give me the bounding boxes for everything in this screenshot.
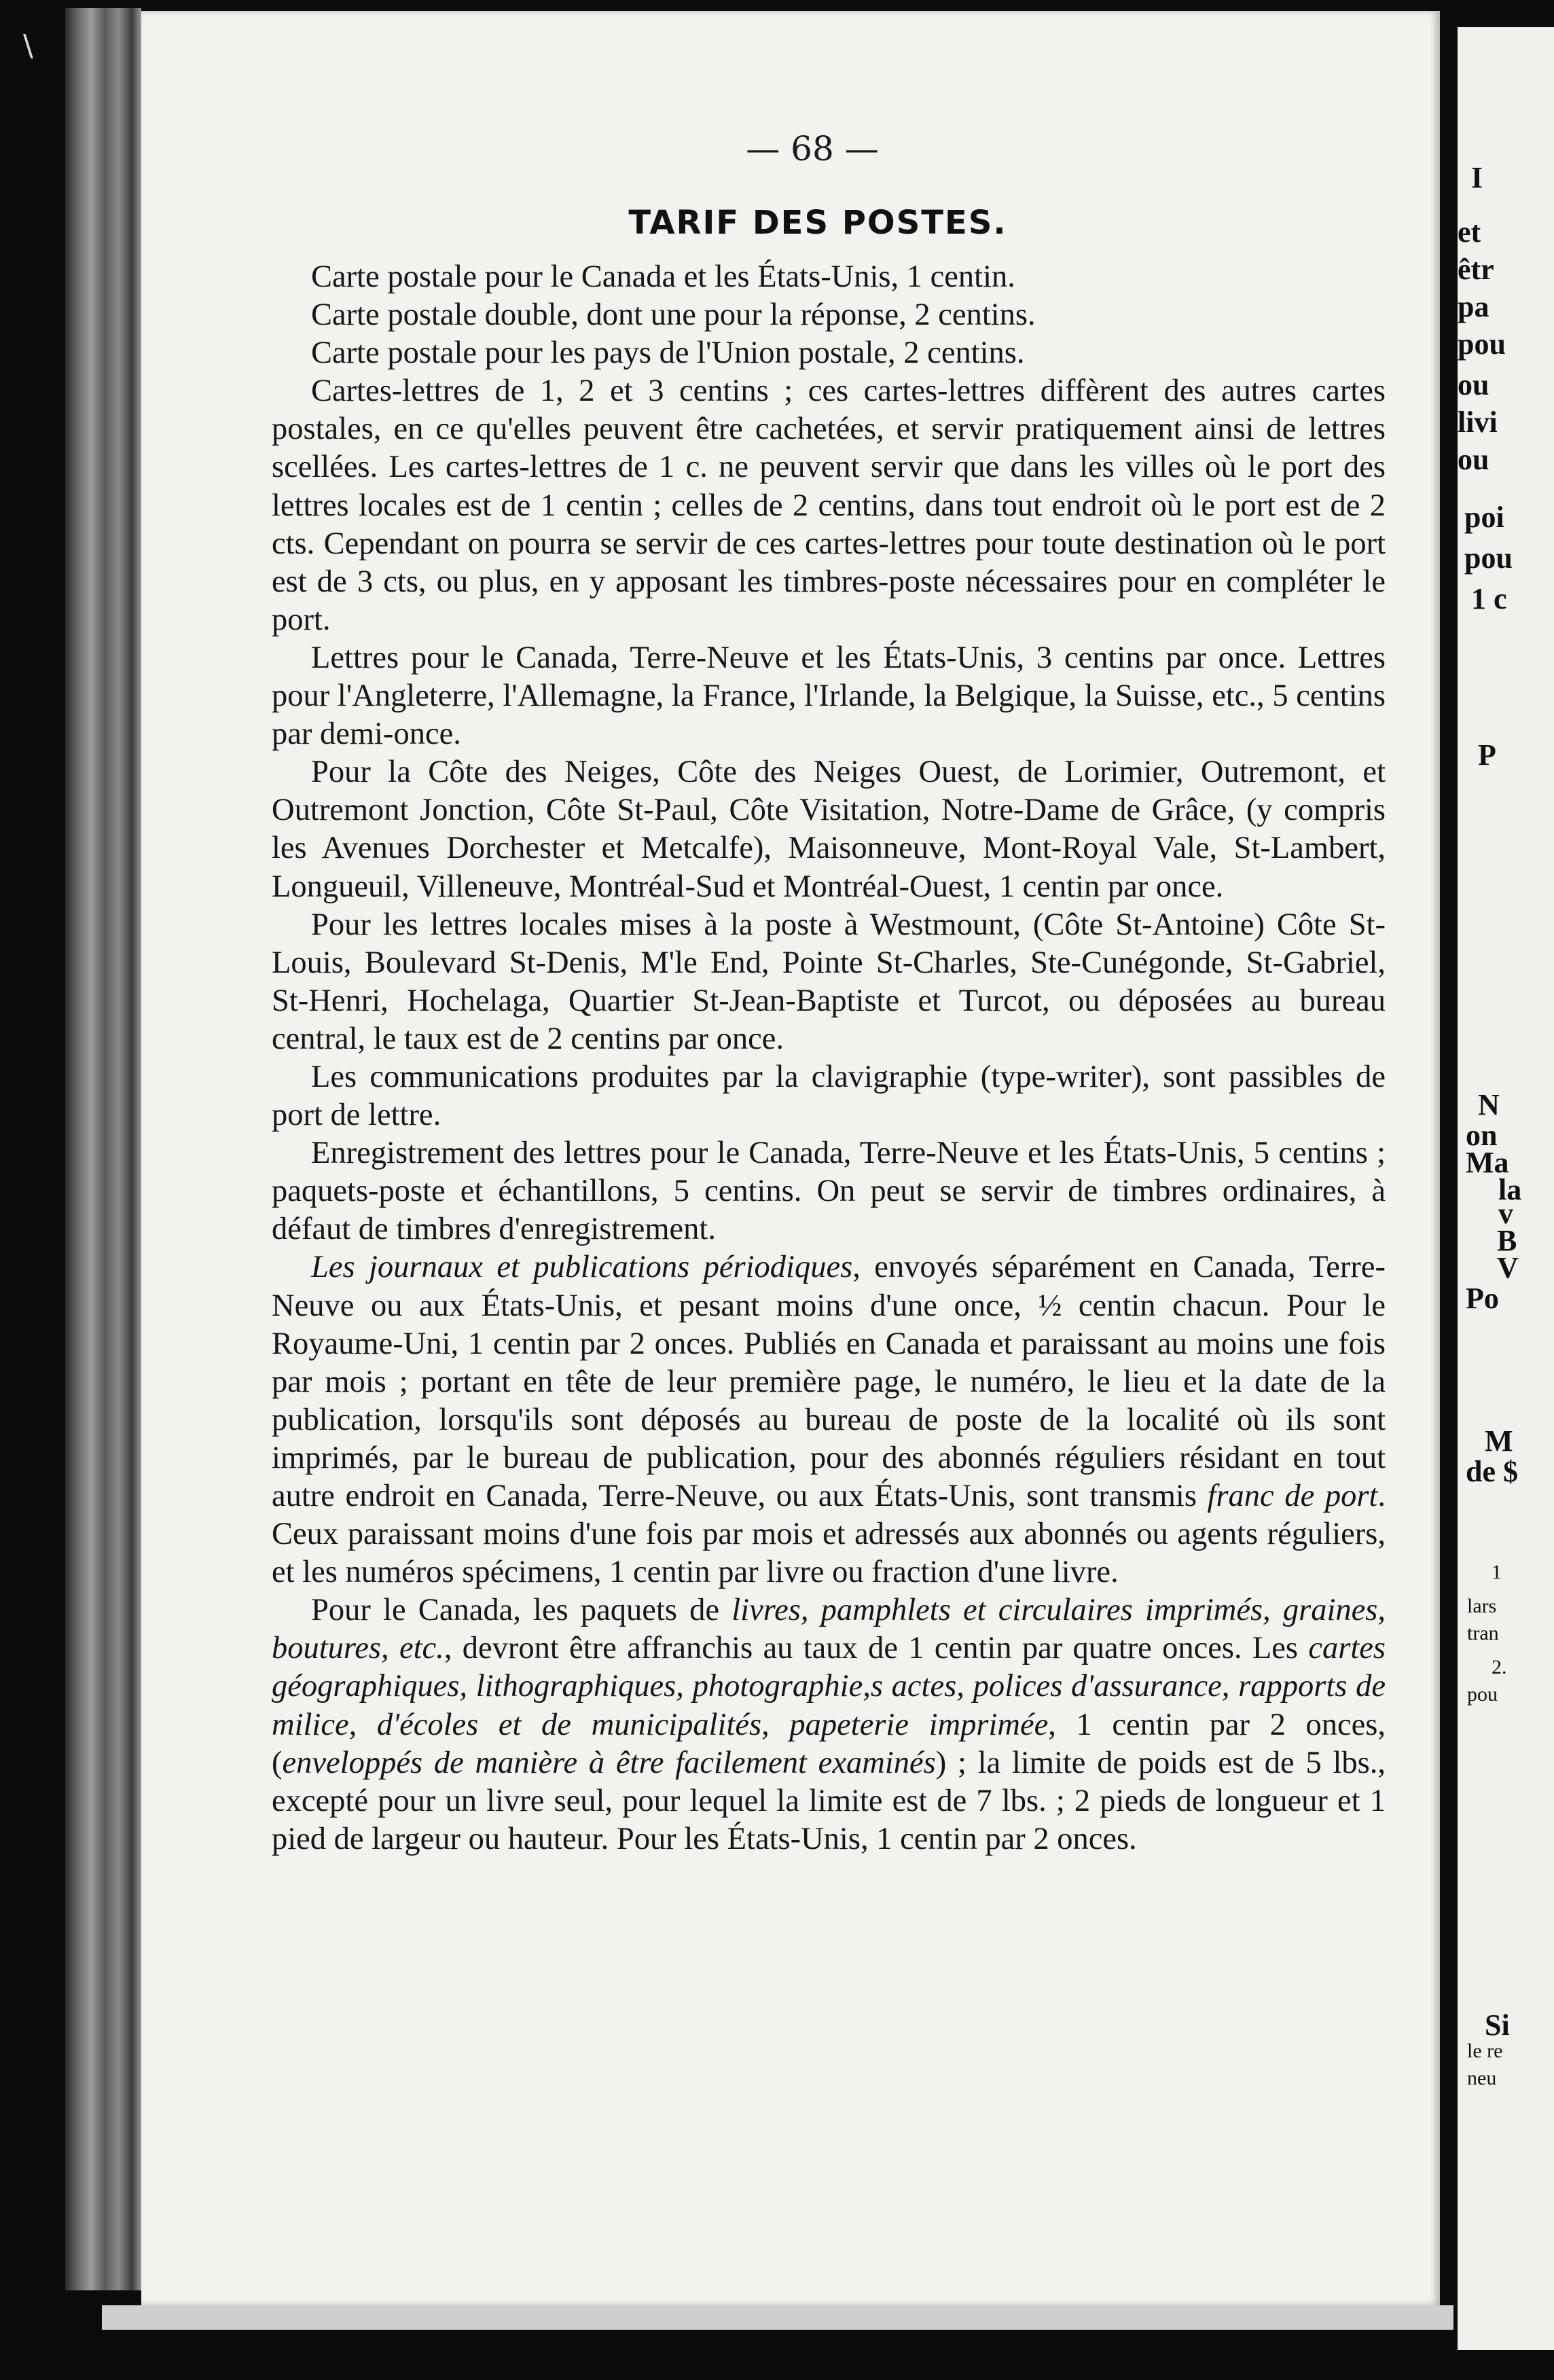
- facing-page-fragment: P: [1478, 738, 1496, 772]
- page-stack-edge: [102, 2305, 1453, 2330]
- facing-page-fragment: êtr: [1458, 253, 1494, 286]
- paragraph: [272, 1058, 1386, 1134]
- paragraph: [272, 1248, 1386, 1591]
- facing-page-fragment: livi: [1458, 405, 1498, 439]
- text-run: Enregistrement des lettres pour le Canada, Terre-Neuve et les États-Unis, 5 centins ; paquets-poste et échantillons, 5 centins. On peut se servir de timbres ordinaires, à défaut de timbres d'enregistrement.: [272, 1136, 1386, 1247]
- text-run: Lettres pour le Canada, Terre-Neuve et les États-Unis, 3 centins par once. Lettres pour l'Angleterre, l'Allemagne, la France, l'Irlande, la Belgique, la Suisse, etc., 5 centins par demi-once.: [272, 640, 1386, 752]
- facing-page-fragment: Ma: [1466, 1146, 1509, 1179]
- paragraph: [272, 1134, 1386, 1248]
- paragraph: [272, 372, 1386, 639]
- paragraph: [272, 296, 1386, 334]
- facing-page-fragment: Po: [1466, 1282, 1499, 1315]
- facing-page-fragment: V: [1497, 1251, 1519, 1284]
- page-number: — 68 —: [746, 129, 879, 168]
- facing-page-fragment: pou: [1458, 327, 1506, 361]
- text-run: Carte postale pour le Canada et les États-Unis, 1 centin.: [311, 259, 1015, 294]
- facing-page-fragment: lars: [1467, 1595, 1497, 1617]
- facing-page-fragment: neu: [1467, 2067, 1497, 2089]
- facing-page-fragment: pou: [1464, 541, 1513, 575]
- italic-run: livres, pamphlets et circulaires imprimés, graines, boutures, etc.: [272, 1593, 1386, 1666]
- text-run: Pour la Côte des Neiges, Côte des Neiges Ouest, de Lorimier, Outremont, et Outremont Jonction, Côte St-Paul, Côte Visitation, Notre-Dame de Grâce, (y compris les Avenues Dorchester et Metcalfe), Maisonneuve, Mont-Royal Vale, St-Lambert, Longueuil, Villeneuve, Montréal-Sud et Montréal-Ouest, 1 centin par once.: [272, 755, 1386, 904]
- text-run: Pour le Canada, les paquets de: [311, 1593, 732, 1628]
- paragraph: [272, 639, 1386, 753]
- page-body: [272, 258, 1386, 1858]
- paragraph: [272, 753, 1386, 905]
- page-title: TARIF DES POSTES.: [628, 204, 1007, 242]
- italic-run: Les journaux et publications périodiques: [311, 1250, 853, 1285]
- facing-page-fragment: I: [1471, 161, 1483, 194]
- book-binding: [65, 8, 141, 2290]
- paragraph: [272, 334, 1386, 372]
- text-run: , 1 centin par 2 onces, (: [272, 1707, 1386, 1780]
- facing-page-fragment: ou: [1458, 368, 1489, 401]
- italic-run: enveloppés de manière à être facilement examinés: [282, 1745, 936, 1780]
- facing-page: [1458, 27, 1554, 2350]
- facing-page-fragment: poi: [1464, 501, 1504, 534]
- facing-page-fragment: B: [1497, 1224, 1517, 1257]
- facing-page-fragment: de $: [1466, 1455, 1518, 1488]
- paragraph: [272, 906, 1386, 1058]
- text-run: Carte postale double, dont une pour la réponse, 2 centins.: [311, 298, 1036, 333]
- text-run: Carte postale pour les pays de l'Union postale, 2 centins.: [311, 336, 1025, 371]
- facing-page-fragment: 2.: [1492, 1656, 1507, 1678]
- italic-run: franc de port: [1207, 1479, 1378, 1513]
- facing-page-fragment: v: [1498, 1197, 1513, 1230]
- facing-page-fragment: le re: [1467, 2040, 1503, 2062]
- facing-page-fragment: pa: [1458, 290, 1489, 323]
- facing-page-fragment: on: [1466, 1119, 1498, 1152]
- italic-run: cartes géographiques, lithographiques, photographie,s actes, polices d'assurance, rapports de milice, d'écoles et de municipalités, papeterie imprimée: [272, 1631, 1386, 1742]
- paragraph: [272, 1591, 1386, 1858]
- facing-page-fragment: ou: [1458, 443, 1489, 476]
- text-run: Cartes-lettres de 1, 2 et 3 centins ; ces cartes-lettres diffèrent des autres cartes postales, en ce qu'elles peuvent être cachetées, et servir pratiquement ainsi de lettres scellées. Les cartes-lettres de 1 c. ne peuvent servir que dans les villes où le port des lettres locales est de 1 centin ; celles de 2 centins, dans tout endroit où le port est de 2 cts. Cependant on pourra se servir de ces cartes-lettres pour toute destination où le port est de 3 cts, ou plus, en y apposant les timbres-poste nécessaires pour en compléter le port.: [272, 374, 1386, 637]
- facing-page-fragment: tran: [1467, 1622, 1499, 1644]
- paragraph: [272, 258, 1386, 296]
- facing-page-fragment: 1: [1492, 1561, 1502, 1583]
- facing-page-fragment: pou: [1467, 1683, 1498, 1706]
- text-run: Les communications produites par la clavigraphie (type-writer), sont passibles de port de lettre.: [272, 1059, 1386, 1133]
- text-run: . Ceux paraissant moins d'une fois par mois et adressés aux abonnés ou agents réguliers, et les numéros spécimens, 1 centin par livre ou fraction d'une livre.: [272, 1479, 1386, 1590]
- text-run: ) ; la limite de poids est de 5 lbs., excepté pour un livre seul, pour lequel la limite est de 7 lbs. ; 2 pieds de longueur et 1 pied de largeur ou hauteur. Pour les États-Unis, 1 centin par 2 onces.: [272, 1745, 1386, 1856]
- text-run: , envoyés séparément en Canada, Terre-Neuve ou aux États-Unis, et pesant moins d'une once, ½ centin chacun. Pour le Royaume-Uni, 1 centin par 2 onces. Publiés en Canada et paraissant au moins une fois par mois ; portant en tête de leur première page, le numéro, le lieu et la date de la publication, lorsqu'ils sont déposés au bureau de poste de la localité où ils sont imprimés, par le bureau de publication, pour des abonnés réguliers résidant en tout autre endroit en Canada, Terre-Neuve, ou aux États-Unis, sont transmis: [272, 1250, 1386, 1513]
- facing-page-fragment: Si: [1485, 2008, 1510, 2042]
- facing-page-fragment: 1 c: [1471, 582, 1507, 615]
- facing-page-fragment: et: [1458, 215, 1481, 249]
- facing-page-fragment: la: [1498, 1173, 1522, 1206]
- text-run: , devront être affranchis au taux de 1 centin par quatre onces. Les: [444, 1631, 1309, 1666]
- text-run: Pour les lettres locales mises à la poste à Westmount, (Côte St-Antoine) Côte St-Louis, Boulevard St-Denis, M'le End, Pointe St-Charles, Ste-Cunégonde, St-Gabriel, St-Henri, Hochelaga, Quartier St-Jean-Baptiste et Turcot, ou déposées au bureau central, le taux est de 2 centins par once.: [272, 907, 1386, 1056]
- corner-scan-mark: \: [23, 29, 33, 63]
- facing-page-fragment: M: [1485, 1424, 1513, 1458]
- facing-page-fragment: N: [1478, 1088, 1500, 1121]
